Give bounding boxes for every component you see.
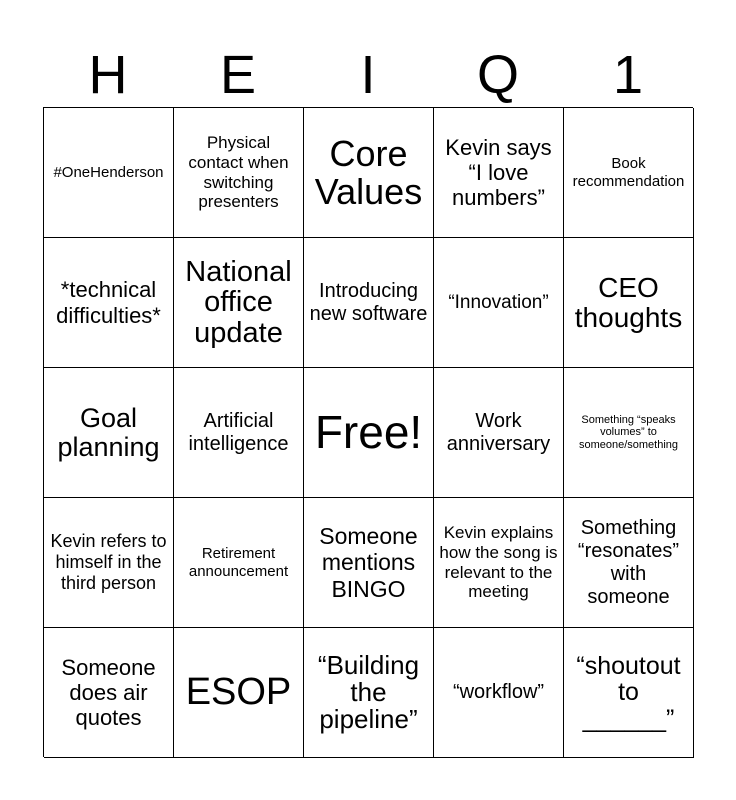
bingo-cell[interactable]: National office update [174, 238, 304, 368]
bingo-cell[interactable]: *technical difficulties* [44, 238, 174, 368]
bingo-cell[interactable]: Something “resonates” with someone [564, 498, 694, 628]
bingo-cell[interactable]: Introducing new software [304, 238, 434, 368]
bingo-cell[interactable]: Something “speaks volumes” to someone/something [564, 368, 694, 498]
free-space[interactable]: Free! [304, 368, 434, 498]
bingo-board [43, 107, 693, 757]
bingo-cell[interactable]: Someone mentions BINGO [304, 498, 434, 628]
bingo-cell[interactable]: Kevin says “I love numbers” [434, 108, 564, 238]
bingo-cell[interactable]: Kevin explains how the song is relevant to the meeting [434, 498, 564, 628]
header-letter-q: Q [476, 45, 519, 105]
bingo-cell[interactable]: Kevin refers to himself in the third person [44, 498, 174, 628]
header-number-1: 1 [612, 45, 644, 105]
bingo-cell[interactable]: ESOP [174, 628, 304, 758]
bingo-cell[interactable]: Retirement announcement [174, 498, 304, 628]
bingo-cell[interactable]: “workflow” [434, 628, 564, 758]
bingo-cell[interactable]: Goal planning [44, 368, 174, 498]
bingo-cell[interactable]: Physical contact when switching presenters [174, 108, 304, 238]
bingo-cell[interactable]: Someone does air quotes [44, 628, 174, 758]
header-letter-h: H [88, 45, 128, 105]
bingo-cell[interactable]: “Innovation” [434, 238, 564, 368]
header-letter-e: E [219, 45, 257, 105]
bingo-cell[interactable]: Book recommendation [564, 108, 694, 238]
bingo-cell[interactable]: “Building the pipeline” [304, 628, 434, 758]
bingo-cell[interactable]: “shoutout to ______” [564, 628, 694, 758]
bingo-cell[interactable]: Work anniversary [434, 368, 564, 498]
bingo-cell[interactable]: Artificial intelligence [174, 368, 304, 498]
bingo-cell[interactable]: Core Values [304, 108, 434, 238]
bingo-cell[interactable]: #OneHenderson [44, 108, 174, 238]
header-letter-i: I [360, 45, 376, 105]
bingo-cell[interactable]: CEO thoughts [564, 238, 694, 368]
bingo-header [43, 45, 693, 105]
